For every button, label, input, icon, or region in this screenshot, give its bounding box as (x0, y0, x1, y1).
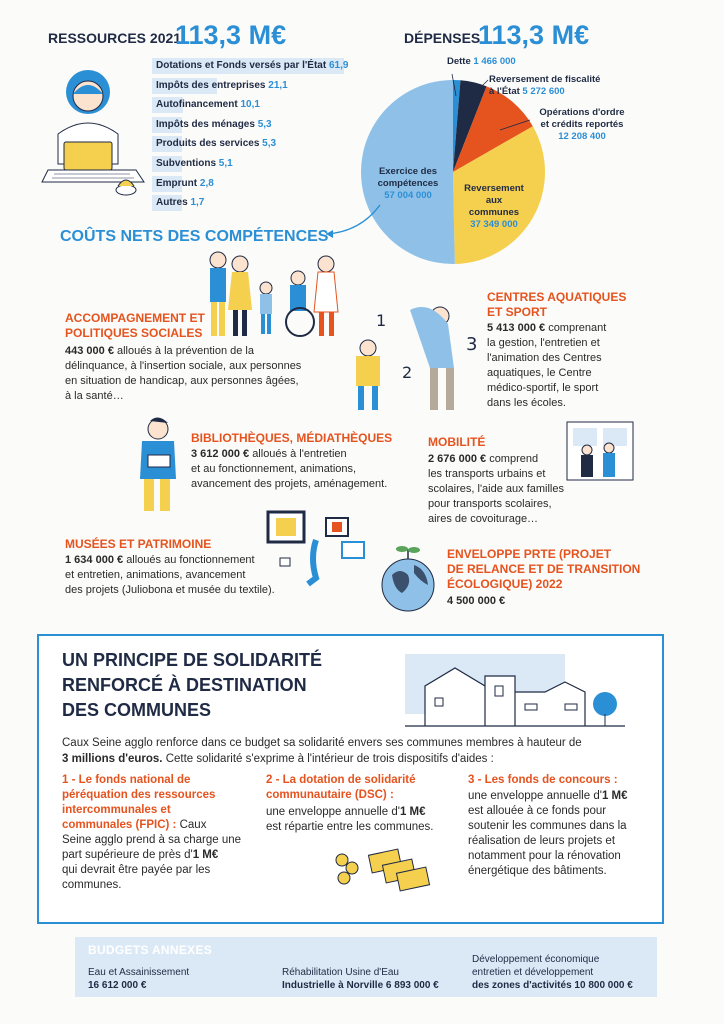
bus-passengers-illustration (565, 420, 635, 484)
museums-title: MUSÉES ET PATRIMOINE (65, 537, 212, 551)
pie-label-reversement: Reversement aux communes 37 349 000 (464, 183, 524, 230)
resource-value: 2,8 (199, 177, 214, 189)
pie-label-dette: Dette 1 466 000 (447, 56, 516, 67)
resource-label: Autres 1,7 (156, 197, 205, 209)
annex-title: BUDGETS ANNEXES (88, 943, 213, 957)
concours-title: 3 - Les fonds de concours : (468, 774, 618, 786)
aquatic-title: CENTRES AQUATIQUES ET SPORT (487, 290, 627, 319)
resource-label: Impôts des entreprises 21,1 (156, 79, 288, 91)
dsc-body: une enveloppe annuelle d'1 M€ est répartie entre les communes. (266, 806, 434, 833)
prte-amount: 4 500 000 € (447, 595, 506, 607)
costs-heading: COÛTS NETS DES COMPÉTENCES (60, 228, 329, 245)
concours-body: une enveloppe annuelle d'1 M€ est allouée à ce fonds pour soutenir les communes dans la réalisation de leurs projets et notamment pour la rénovation énergétique des bâtiments. (468, 790, 628, 877)
resource-label: Autofinancement 10,1 (156, 99, 260, 111)
globe-plant-illustration (378, 545, 438, 615)
resources-amount: 113,3 M€ (175, 20, 287, 50)
resource-value: 1,7 (190, 197, 205, 209)
expenses-amount: 113,3 M€ (478, 20, 590, 50)
aquatic-body: 5 413 000 € comprenant la gestion, l'entretien et l'animation des Centres aquatiques, le Centre médico-sportif, le sport dans les écoles. (487, 322, 607, 409)
library-title: BIBLIOTHÈQUES, MÉDIATHÈQUES (191, 431, 393, 445)
library-body: 3 612 000 € alloués à l'entretien et au fonctionnement, animations, avancement des projets, aménagement. (191, 448, 388, 490)
aquatic-step-number-3: 3 (466, 334, 478, 355)
resources-title: RESSOURCES 2021 (48, 30, 182, 46)
money-illustration (330, 846, 435, 896)
aquatic-step-number-2: 2 (402, 363, 413, 382)
pie-label-fiscalite: Reversement de fiscalité à l'État 5 272 600 (489, 74, 601, 97)
mobility-title: MOBILITÉ (428, 435, 486, 449)
reader-illustration (128, 415, 188, 515)
dsc-title: 2 - La dotation de solidarité communautaire (DSC) : (266, 774, 416, 801)
social-body: 443 000 € alloués à la prévention de la délinquance, à l'insertion sociale, aux personnes en situation de handicap, aux personnes âgées, à la santé… (65, 345, 302, 402)
pie-leader-lines (0, 0, 724, 300)
exercise-illustration (350, 290, 485, 415)
annex-item-eau: Eau et Assainissement 16 612 000 € (88, 967, 190, 991)
pie-label-operations: Opérations d'ordre et crédits reportés 12 208 400 (539, 107, 625, 142)
fpic-body: Seine agglo prend à sa charge une part supérieure de près d'1 M€ qui devrait être payée par les communes. (62, 834, 242, 891)
solidarity-intro: Caux Seine agglo renforce dans ce budget sa solidarité envers ses communes membres à hauteur de 3 millions d'euros. Cette solidarité s'exprime à l'intérieur de trois dispositifs d'aides : (62, 737, 582, 765)
resource-value: 5,1 (218, 158, 233, 169)
pie-label-exercice: Exercice des compétences 57 004 000 (377, 166, 439, 201)
resource-value: 10,1 (240, 99, 260, 111)
resource-label: Produits des services 5,3 (156, 138, 277, 150)
resource-label: Dotations et Fonds versés par l'État 61,9 (156, 60, 349, 71)
mobility-body: 2 676 000 € comprend les transports urbains et scolaires, l'aide aux familles pour transports scolaires, aires de covoiturage… (428, 453, 564, 525)
social-title: ACCOMPAGNEMENT ET POLITIQUES SOCIALES (65, 311, 205, 340)
resource-value: 5,3 (257, 118, 272, 130)
resource-label: Subventions 5,1 (156, 158, 233, 169)
pointer-arrow (326, 205, 380, 234)
annex-item-zones: Développement économique entretien et développement des zones d'activités 10 800 000 € (472, 954, 633, 991)
fpic-title: 1 - Le fonds national de péréquation des ressources intercommunales et communales (FPIC) : Caux (62, 774, 216, 831)
solidarity-title: UN PRINCIPE DE SOLIDARITÉ RENFORCÉ À DESTINATION DES COMMUNES (62, 650, 323, 720)
resource-label: Emprunt 2,8 (156, 177, 214, 189)
city-illustration (405, 646, 625, 728)
resource-label: Impôts des ménages 5,3 (156, 118, 272, 130)
family-illustration (200, 248, 350, 340)
annex-item-usine: Réhabilitation Usine d'Eau Industrielle à Norville 6 893 000 € (282, 967, 439, 991)
expenses-title: DÉPENSES (404, 30, 481, 46)
prte-title: ENVELOPPE PRTE (PROJET DE RELANCE ET DE TRANSITION ÉCOLOGIQUE) 2022 (447, 547, 641, 591)
resource-value: 61,9 (328, 60, 349, 71)
resource-value: 5,3 (262, 138, 277, 150)
aquatic-step-number-1: 1 (376, 311, 387, 330)
museums-body: 1 634 000 € alloués au fonctionnement et entretien, animations, avancement des projets (Juliobona et musée du textile). (65, 554, 275, 596)
resource-value: 21,1 (268, 79, 288, 91)
